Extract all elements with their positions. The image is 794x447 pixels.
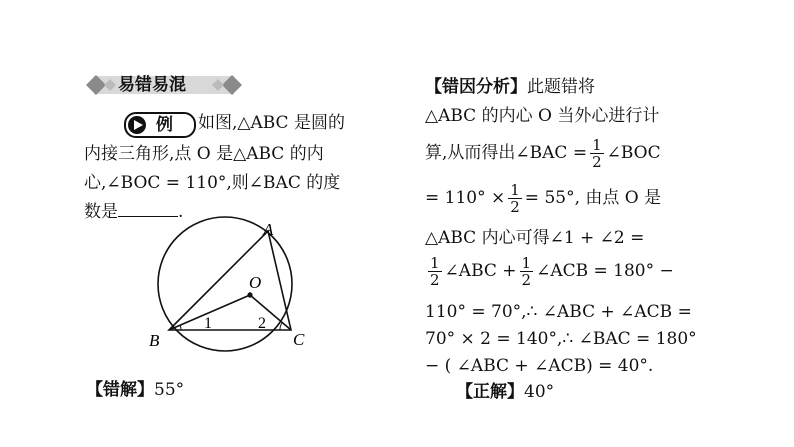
correct-solution — [456, 381, 554, 403]
analysis-line-6-b: ∠ACB = 180° − — [536, 261, 674, 281]
example-badge — [124, 112, 196, 138]
label-angle-2: 2 — [258, 315, 266, 332]
analysis-label: 【错因分析】 — [425, 77, 527, 97]
problem-line-4-suffix: . — [178, 202, 184, 222]
analysis-line-2: △ABC 的内心 O 当外心进行计 — [425, 106, 660, 126]
problem-line-2: 内接三角形,点 O 是△ABC 的内 — [84, 144, 324, 164]
section-header — [84, 72, 244, 98]
angle-2-arc — [280, 323, 282, 330]
geometry-figure — [140, 215, 320, 355]
problem-line-1: 如图,△ABC 是圆的 — [198, 113, 345, 133]
problem-line-3: 心,∠BOC = 110°,则∠BAC 的度 — [84, 173, 341, 193]
fraction-half: $\frac{1}{2}$ — [521, 254, 532, 289]
section-title: 易错易混 — [118, 75, 186, 95]
label-b: B — [149, 331, 160, 350]
analysis-line-6-a: ∠ABC + — [444, 261, 517, 281]
label-c: C — [293, 330, 305, 349]
point-o — [247, 292, 252, 297]
analysis-line-4-post: = 55°, 由点 O 是 — [524, 188, 662, 208]
analysis-line-3-post: ∠BOC — [606, 143, 661, 163]
correct-solution-label: 【正解】 — [456, 382, 524, 402]
label-a: A — [263, 220, 274, 239]
analysis-line-9: − ( ∠ABC + ∠ACB) = 40°. — [425, 356, 654, 376]
problem-line-4-prefix: 数是 — [84, 202, 118, 222]
analysis-line-6 — [425, 254, 674, 288]
fraction-half: $\frac{1}{2}$ — [592, 136, 602, 171]
wrong-solution-value: 55° — [154, 380, 185, 400]
analysis-line-1-text: 此题错将 — [527, 77, 595, 97]
fraction-half: $\frac{1}{2}$ — [510, 181, 520, 216]
wrong-solution-label: 【错解】 — [86, 380, 154, 400]
fraction-half: $\frac{1}{2}$ — [430, 254, 440, 289]
analysis-line-7: 110° = 70°,∴ ∠ABC + ∠ACB = — [425, 302, 692, 322]
analysis-line-4 — [425, 181, 661, 215]
analysis-line-4-pre: = 110° × — [425, 188, 506, 208]
example-badge-label: 例 — [156, 115, 173, 135]
analysis-line-3-pre: 算,从而得出∠BAC = — [425, 143, 588, 163]
label-angle-1: 1 — [204, 315, 212, 332]
play-icon — [128, 116, 146, 134]
analysis-line-3 — [425, 136, 661, 170]
analysis-line-5: △ABC 内心可得∠1 + ∠2 = — [425, 228, 645, 248]
correct-solution-value: 40° — [524, 382, 555, 402]
wrong-solution — [86, 379, 184, 401]
analysis-line-8: 70° × 2 = 140°,∴ ∠BAC = 180° — [425, 329, 697, 349]
label-o: O — [249, 273, 262, 292]
analysis-line-1 — [425, 76, 595, 98]
